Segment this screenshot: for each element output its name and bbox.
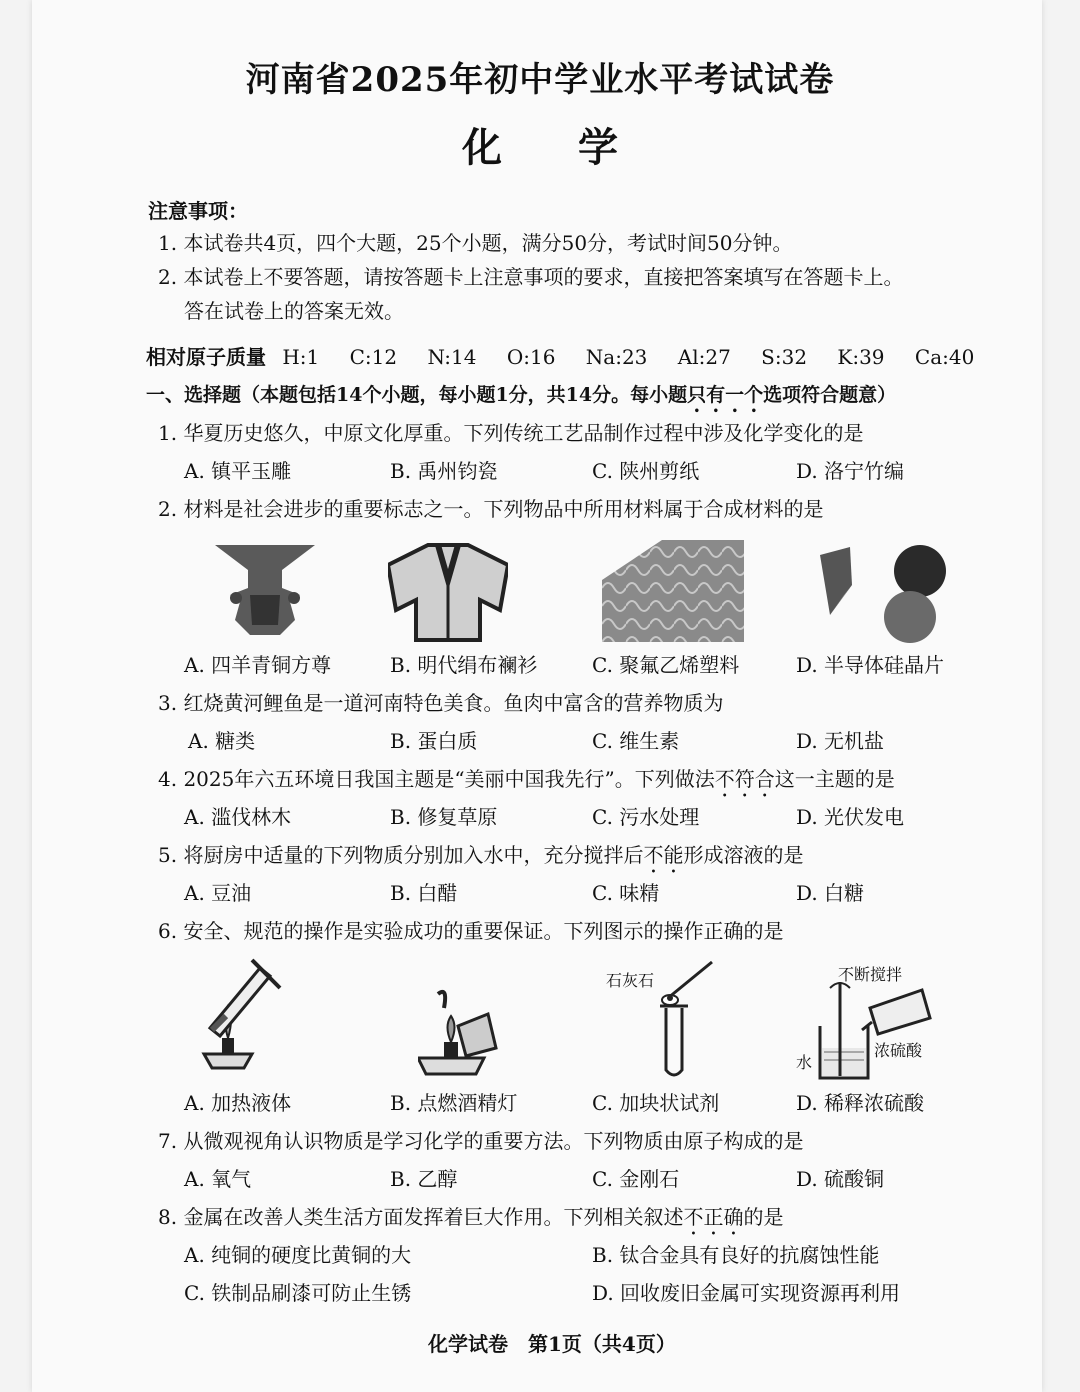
q6-label-water: 水 [796, 1053, 813, 1072]
q7-option-b: B. 乙醇 [390, 1167, 458, 1191]
ming-robe-image [388, 540, 508, 645]
q1-option-c: C. 陕州剪纸 [592, 459, 700, 483]
notice-item-1: 1. 本试卷共4页，四个大题，25个小题，满分50分，考试时间50分钟。 [158, 231, 793, 255]
q7-option-a: A. 氧气 [184, 1167, 252, 1191]
exam-title: 河南省2025年初中学业水平考试试卷 [245, 60, 835, 100]
plastic-sheet-image [602, 540, 744, 642]
q2-option-d: D. 半导体硅晶片 [796, 653, 945, 677]
q1-option-a: A. 镇平玉雕 [184, 459, 292, 483]
q5-option-b: B. 白醋 [390, 881, 458, 905]
q5-option-c: C. 味精 [592, 881, 660, 905]
q6-option-a: A. 加热液体 [184, 1091, 292, 1115]
notice-item-2: 2. 本试卷上不要答题，请按答题卡上注意事项的要求，直接把答案填写在答题卡上。 [158, 265, 904, 289]
q1-option-d: D. 洛宁竹编 [796, 459, 905, 483]
q8-option-a: A. 纯铜的硬度比黄铜的大 [184, 1243, 412, 1267]
q4-option-c: C. 污水处理 [592, 805, 700, 829]
q2-option-b: B. 明代绢布襕衫 [390, 653, 538, 677]
q8-option-c: C. 铁制品刷漆可防止生锈 [184, 1281, 412, 1305]
silicon-wafer-image [812, 545, 952, 645]
q6-label-limestone: 石灰石 [606, 971, 655, 990]
q1-option-b: B. 禹州钧瓷 [390, 459, 498, 483]
atomic-mass-row: 相对原子质量 H:1 C:12 N:14 O:16 Na:23 Al:27 S:32 K:39 Ca:40 [146, 345, 975, 369]
q5-option-a: A. 豆油 [184, 881, 252, 905]
q4-option-b: B. 修复草原 [390, 805, 498, 829]
question-1-stem: 1. 华夏历史悠久，中原文化厚重。下列传统工艺品制作过程中涉及化学变化的是 [158, 421, 864, 445]
q4-option-d: D. 光伏发电 [796, 805, 905, 829]
q8-option-d: D. 回收废旧金属可实现资源再利用 [592, 1281, 901, 1305]
question-4-stem: 4. 2025年六五环境日我国主题是“美丽中国我先行”。下列做法不符合这一主题的是 [158, 767, 895, 791]
q3-option-b: B. 蛋白质 [390, 729, 478, 753]
q7-option-d: D. 硫酸铜 [796, 1167, 885, 1191]
q2-option-a: A. 四羊青铜方尊 [184, 653, 332, 677]
question-6-stem: 6. 安全、规范的操作是实验成功的重要保证。下列图示的操作正确的是 [158, 919, 784, 943]
question-7-stem: 7. 从微观视角认识物质是学习化学的重要方法。下列物质由原子构成的是 [158, 1129, 804, 1153]
subject-title: 化 学 [462, 124, 618, 171]
q4-option-a: A. 滥伐林木 [184, 805, 292, 829]
page-footer: 化学试卷 第1页（共4页） [428, 1332, 676, 1356]
bronze-vessel-image [210, 540, 320, 640]
notice-heading: 注意事项： [148, 199, 248, 223]
diluting-sulfuric-acid-image [806, 972, 936, 1084]
q6-option-c: C. 加块状试剂 [592, 1091, 720, 1115]
question-3-stem: 3. 红烧黄河鲤鱼是一道河南特色美食。鱼肉中富含的营养物质为 [158, 691, 724, 715]
q3-option-d: D. 无机盐 [796, 729, 885, 753]
section1-heading: 一、选择题（本题包括14个小题，每小题1分，共14分。每小题只有一个选项符合题意） [146, 384, 897, 406]
question-2-stem: 2. 材料是社会进步的重要标志之一。下列物品中所用材料属于合成材料的是 [158, 497, 824, 521]
q6-label-stirring: 不断搅拌 [838, 965, 903, 984]
q2-option-c: C. 聚氟乙烯塑料 [592, 653, 740, 677]
q6-label-conc-acid: 浓硫酸 [874, 1041, 923, 1060]
q6-option-b: B. 点燃酒精灯 [390, 1091, 518, 1115]
q8-option-b: B. 钛合金具有良好的抗腐蚀性能 [592, 1243, 880, 1267]
q3-option-a: A. 糖类 [188, 729, 256, 753]
lighting-alcohol-lamp-image [418, 986, 498, 1078]
heating-liquid-image [182, 958, 282, 1080]
q6-option-d: D. 稀释浓硫酸 [796, 1091, 925, 1115]
question-5-stem: 5. 将厨房中适量的下列物质分别加入水中，充分搅拌后不能形成溶液的是 [158, 843, 804, 867]
q7-option-c: C. 金刚石 [592, 1167, 680, 1191]
adding-solid-reagent-image [650, 958, 720, 1082]
question-8-stem: 8. 金属在改善人类生活方面发挥着巨大作用。下列相关叙述不正确的是 [158, 1205, 784, 1229]
q3-option-c: C. 维生素 [592, 729, 680, 753]
atomic-mass-label: 相对原子质量 [146, 345, 266, 369]
q5-option-d: D. 白糖 [796, 881, 865, 905]
notice-item-3: 答在试卷上的答案无效。 [184, 299, 404, 323]
